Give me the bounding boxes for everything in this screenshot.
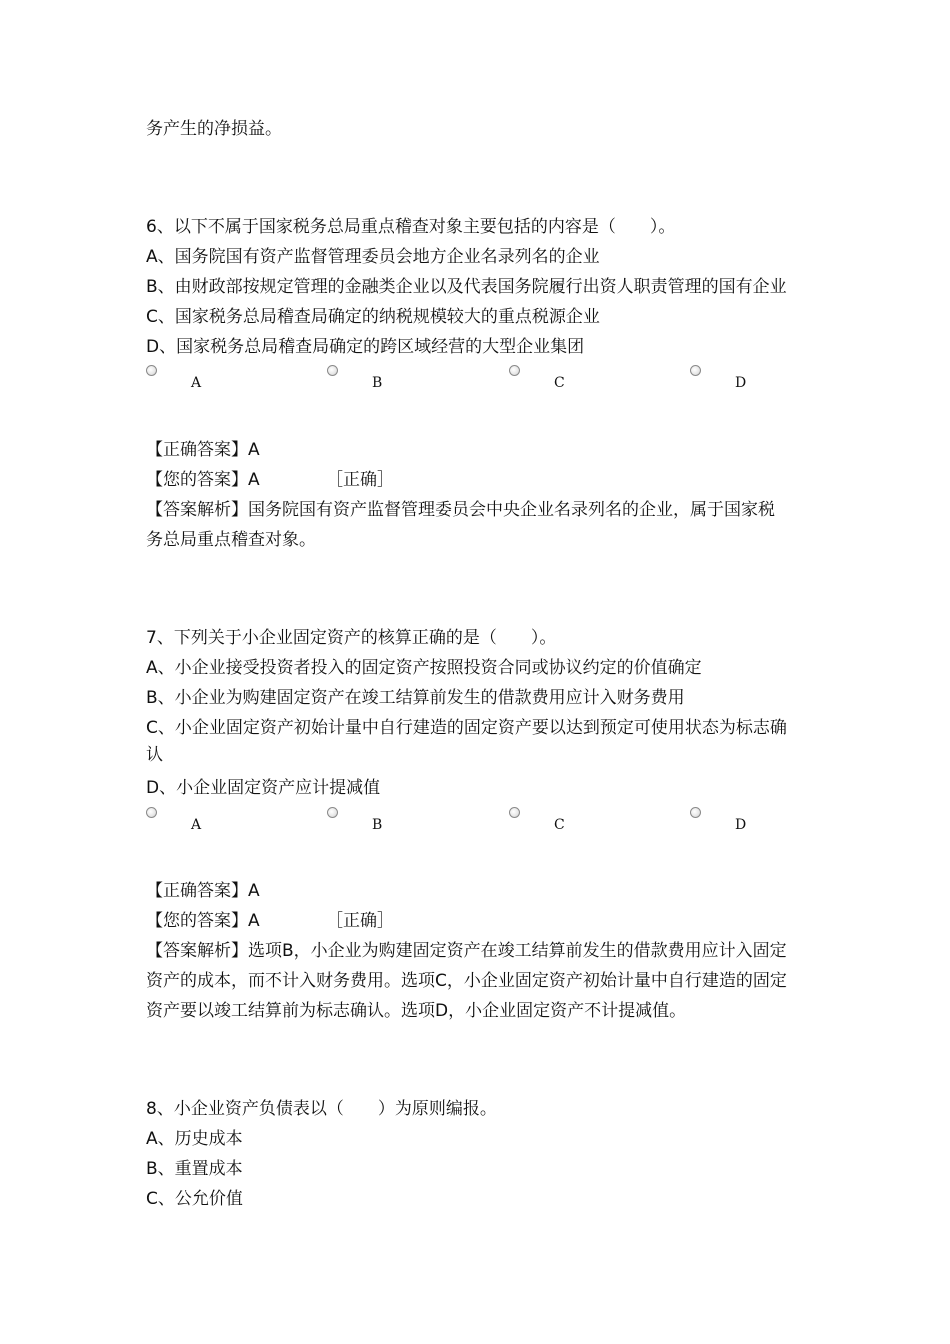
q7-option-c: C、小企业固定资产初始计量中自行建造的固定资产要以达到预定可使用状态为标志确 (146, 718, 787, 738)
q7-analysis-line-1: 【答案解析】选项B，小企业为购建固定资产在竣工结算前发生的借款费用应计入固定 (146, 941, 787, 961)
q6-radio-c[interactable] (509, 365, 520, 376)
q6-your-answer: 【您的答案】A (146, 470, 260, 490)
q7-radio-b[interactable] (327, 807, 338, 818)
q7-option-d: D、小企业固定资产应计提减值 (146, 778, 381, 798)
q7-radio-a[interactable] (146, 807, 157, 818)
q6-answer-choices (0, 365, 950, 395)
q6-choice-a-label: A (191, 375, 202, 391)
q7-option-c-cont: 认 (146, 745, 163, 765)
q7-your-answer-status: ［正确］ (326, 911, 394, 931)
q6-correct-answer: 【正确答案】A (146, 440, 260, 460)
q6-analysis-line-2: 务总局重点稽查对象。 (146, 530, 316, 550)
q5-tail-text: 务产生的净损益。 (146, 119, 282, 139)
q7-radio-c[interactable] (509, 807, 520, 818)
q7-option-b: B、小企业为购建固定资产在竣工结算前发生的借款费用应计入财务费用 (146, 688, 685, 708)
q8-option-c: C、公允价值 (146, 1189, 243, 1209)
q7-choice-c-label: C (554, 817, 565, 833)
q8-option-b: B、重置成本 (146, 1159, 243, 1179)
q6-analysis-line-1: 【答案解析】国务院国有资产监督管理委员会中央企业名录列名的企业，属于国家税 (146, 500, 775, 520)
q8-option-a: A、历史成本 (146, 1129, 243, 1149)
q7-choice-a-label: A (191, 817, 202, 833)
q7-choice-b-label: B (372, 817, 383, 833)
q6-option-b: B、由财政部按规定管理的金融类企业以及代表国务院履行出资人职责管理的国有企业 (146, 277, 787, 297)
q6-choice-d-label: D (735, 375, 747, 391)
q6-option-d: D、国家税务总局稽查局确定的跨区域经营的大型企业集团 (146, 337, 585, 357)
q7-radio-d[interactable] (690, 807, 701, 818)
q6-radio-a[interactable] (146, 365, 157, 376)
q7-correct-answer: 【正确答案】A (146, 881, 260, 901)
q7-option-a: A、小企业接受投资者投入的固定资产按照投资合同或协议约定的价值确定 (146, 658, 702, 678)
q7-answer-choices (0, 807, 950, 837)
q7-analysis-line-2: 资产的成本，而不计入财务费用。选项C，小企业固定资产初始计量中自行建造的固定 (146, 971, 787, 991)
q6-radio-b[interactable] (327, 365, 338, 376)
q7-your-answer: 【您的答案】A (146, 911, 260, 931)
q6-choice-b-label: B (372, 375, 383, 391)
q8-stem: 8、小企业资产负债表以（ ）为原则编报。 (146, 1099, 497, 1119)
q6-choice-c-label: C (554, 375, 565, 391)
q6-option-c: C、国家税务总局稽查局确定的纳税规模较大的重点税源企业 (146, 307, 600, 327)
q6-radio-d[interactable] (690, 365, 701, 376)
q7-stem: 7、下列关于小企业固定资产的核算正确的是（ ）。 (146, 628, 557, 648)
q6-your-answer-status: ［正确］ (326, 470, 394, 490)
q7-analysis-line-3: 资产要以竣工结算前为标志确认。选项D，小企业固定资产不计提减值。 (146, 1001, 687, 1021)
q6-stem: 6、以下不属于国家税务总局重点稽查对象主要包括的内容是（ ）。 (146, 217, 676, 237)
q7-choice-d-label: D (735, 817, 747, 833)
q6-option-a: A、国务院国有资产监督管理委员会地方企业名录列名的企业 (146, 247, 600, 267)
